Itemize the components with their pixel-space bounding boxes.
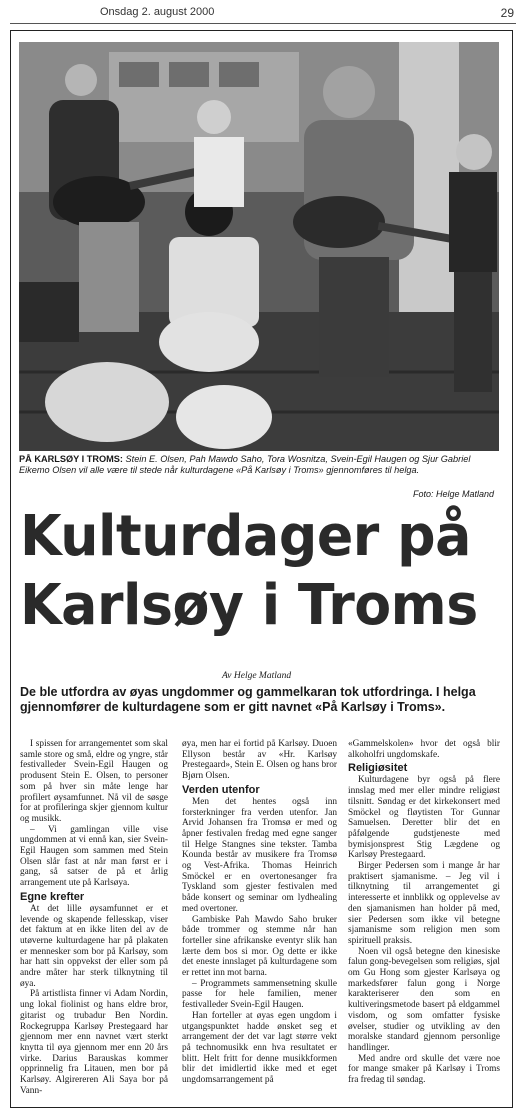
photo-credit: Foto: Helge Matland — [412, 489, 494, 499]
headline-line-2: Karlsøy i Troms — [20, 573, 478, 638]
page-header — [0, 0, 520, 26]
header-rule — [10, 23, 516, 24]
paragraph: – Programmets sammensetning skulle passe for hele familien, mener festivalleder Svein-Egil Haugen. — [182, 978, 337, 1011]
paragraph: – Vi gamlingan ville vise ungdommen at vi ennå kan, sier Svein-Egil Haugen som sammen med Stein Olsen slår fast at når man først er i gang, så satser de på et årlig arrangement ute på Karlsøya. — [20, 824, 168, 889]
page-number: 29 — [500, 6, 514, 20]
paragraph: Gambiske Pah Mawdo Saho bruker både trommer og stemme når han forteller sine afrikanske eventyr slik han lærte dem bos si mor. Og dette er ikke det eneste innslaget på kulturdagene som er rettet inn mot barna. — [182, 914, 337, 979]
paragraph: Birger Pedersen som i mange år har praktisert sjamanisme. – Jeg vil i tilknytning til arrangementet gi interesserte et innblikk og opplevelse av den sjamanismen han holder på med, sier Pedersen som ikke vil betegne sjamanisme som religion men som spirituell praksis. — [348, 861, 500, 946]
paragraph: I spissen for arrangementet som skal samle store og små, eldre og yngre, står festivalleder Svein-Egil Haugen og produsent Stein E. Olsen, to personer som på hver sin måte lenge har profilert øysamfunnet. Nå vil de søsge for at profileringa skjer gjennom kultur og musikk. — [20, 739, 168, 824]
paragraph: Kulturdagene byr også på flere innslag med mer eller mindre religiøst tilsnitt. Søndag er det kirkekonsert med Smöckel og fløytisten Tor Gunnar Samuelsen. Deretter blir det en påfølgende gudstjeneste med bymisjonsprest Stig Lægdene og Karlsøy Prestegaard. — [348, 775, 500, 861]
paragraph: At det lille øysamfunnet er et levende og skapende fellesskap, viser det faktum at en ikke liten del av de utøverne kulturdagene har på plakaten er mennesker som bor på Karlsøy, som har hatt sin oppvekst der eller som på andre måter har sterk tilknytning til øya. — [20, 903, 168, 989]
paragraph: Med andre ord skulle det være noe for mange smaker på Karlsøy i Troms fra fredag til søndag. — [348, 1053, 500, 1086]
paragraph: Han forteller at øyas egen ungdom i utgangspunktet hadde ønsket seg et arrangement der det var lagt større vekt på technomusikk enn hva resultatet er blitt. Helt fritt for denne musikkformen blir det imidlertid ikke med et eget ungdomsarrangement på — [182, 1010, 337, 1086]
subheading: Egne krefter — [20, 890, 85, 903]
headline — [20, 502, 490, 640]
photo-icon — [19, 42, 499, 451]
paragraph: «Gammelskolen» hvor det også blir alkoholfri ungdomskafe. — [348, 739, 500, 760]
paragraph: På artistlista finner vi Adam Nordin, ung lokal fiolinist og hans eldre bror, gitarist og trubadur Ben Nordin. Rockegruppa Karlsøy Prestegaard har gjennom mer enn navnet vært sterkt knytta til øya gjennom mer enn 20 års virke. Darius Barauskas kommer opprinnelig fra Litauen, men bor på Karlsøy. Algirereren Ali Saya bor på Vann- — [20, 989, 168, 1096]
article-photo — [19, 42, 499, 451]
article-column-2 — [182, 739, 337, 1086]
byline: Av Helge Matland — [222, 671, 292, 681]
paragraph: Noen vil også betegne den kinesiske falun gong-bevegelsen som religiøs, sjøl om Gu Hong som gjester Karlsøya og markedsfører falun gong i Norge karakteriserer den som en kultiveringsmetode basert på eldgammel visdom, og som omfatter fysiske øvelser, studier og utvikling av den moralske standard gjennom personlige handlinger. — [348, 946, 500, 1053]
headline-line-1: Kulturdager på — [20, 504, 471, 569]
subheading: Religiøsitet — [348, 762, 408, 775]
caption-lead: PÅ KARLSØY I TROMS: — [19, 454, 123, 464]
article-column-3 — [348, 739, 500, 1086]
photo-caption — [19, 454, 501, 476]
article-column-1 — [20, 739, 168, 1097]
caption-text: Stein E. Olsen, Pah Mawdo Saho, Tora Wosnitza, Svein-Egil Haugen og Sjur Gabriel Eikemo Olsen vil alle være til stede når kulturdagene «På Karlsøy i Troms» gjennomføres til helga. — [19, 454, 471, 476]
article-deck: De ble utfordra av øyas ungdommer og gammelkaran tok utfordringa. I helga gjennomfører de kulturdagene som er gitt navnet «På Karlsøy i Troms». — [20, 685, 476, 714]
subheading: Verden utenfor — [182, 783, 260, 796]
issue-date: Onsdag 2. august 2000 — [100, 6, 215, 18]
paragraph: øya, men har ei fortid på Karlsøy. Duoen Ellyson består av «Hr. Karlsøy Prestegaard», Stein E. Olsen og hans bror Bjørn Olsen. — [182, 739, 337, 782]
paragraph: Men det hentes også inn forsterkninger fra verden utenfor. Jan Arvid Johansen fra Tromsø er med og åpner festivalen fredag med egne sanger til Helge Stangnes sine tekster. Tamba Kounda består av musikere fra Tromsø og Vest-Afrika. Thomas Heinrich Smöckel er en overtonesanger fra Tyskland som gjester festivalen med både konsert og seminar om lydhealing med overtoner. — [182, 796, 337, 914]
